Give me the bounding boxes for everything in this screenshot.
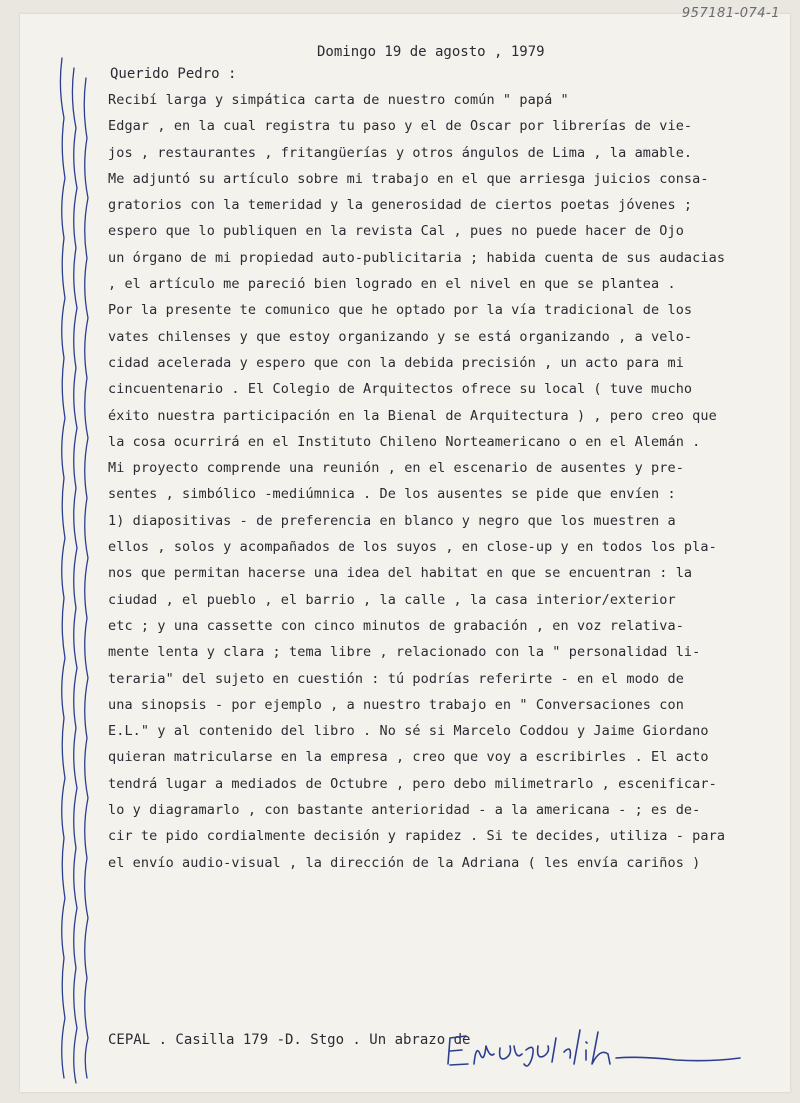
body-line: sentes , simbólico -mediúmnica . De los ausentes se pide que envíen : <box>108 486 676 503</box>
body-line: ellos , solos y acompañados de los suyos , en close-up y en todos los pla- <box>108 539 717 556</box>
closing-line: CEPAL . Casilla 179 -D. Stgo . Un abrazo de <box>108 1032 471 1048</box>
letter-date: Domingo 19 de agosto , 1979 <box>317 44 545 60</box>
body-line: , el artículo me pareció bien logrado en el nivel en que se plantea . <box>108 276 676 293</box>
handwritten-margin-note <box>56 48 92 1088</box>
body-line: espero que lo publiquen en la revista Cal , pues no puede hacer de Ojo <box>108 223 684 240</box>
body-line: una sinopsis - por ejemplo , a nuestro trabajo en " Conversaciones con <box>108 696 684 713</box>
letter-body <box>108 87 773 876</box>
body-line: Recibí larga y simpática carta de nuestro común " papá " <box>108 92 569 108</box>
body-line: Edgar , en la cual registra tu paso y el de Oscar por librerías de vie- <box>108 118 693 135</box>
salutation: Querido Pedro : <box>110 66 237 82</box>
body-line: Mi proyecto comprende una reunión , en el escenario de ausentes y pre- <box>108 460 684 477</box>
body-line: la cosa ocurrirá en el Instituto Chileno Norteamericano o en el Alemán . <box>108 433 701 450</box>
body-line: cincuentenario . El Colegio de Arquitectos ofrece su local ( tuve mucho <box>108 381 693 398</box>
body-line: 1) diapositivas - de preferencia en blanco y negro que los muestren a <box>108 512 676 529</box>
body-line: gratorios con la temeridad y la generosidad de ciertos poetas jóvenes ; <box>108 197 693 214</box>
body-line: el envío audio-visual , la dirección de la Adriana ( les envía cariños ) <box>108 854 701 871</box>
body-line: tendrá lugar a mediados de Octubre , pero debo milimetrarlo , escenificar- <box>108 775 717 792</box>
body-line: teraria" del sujeto en cuestión : tú podrías referirte - en el modo de <box>108 670 684 687</box>
body-line: éxito nuestra participación en la Bienal de Arquitectura ) , pero creo que <box>108 407 717 424</box>
body-line: Por la presente te comunico que he optado por la vía tradicional de los <box>108 302 693 319</box>
body-line: E.L." y al contenido del libro . No sé si Marcelo Coddou y Jaime Giordano <box>108 723 709 740</box>
body-line: jos , restaurantes , fritangüerías y otros ángulos de Lima , la amable. <box>108 144 693 161</box>
body-line: lo y diagramarlo , con bastante anterioridad - a la americana - ; es de- <box>108 802 701 819</box>
body-line: nos que permitan hacerse una idea del habitat en que se encuentran : la <box>108 565 693 582</box>
body-line: ciudad , el pueblo , el barrio , la calle , la casa interior/exterior <box>108 591 676 608</box>
body-line: Me adjuntó su artículo sobre mi trabajo en el que arriesga juicios consa- <box>108 170 709 187</box>
body-line: un órgano de mi propiedad auto-publicitaria ; habida cuenta de sus audacias <box>108 249 726 266</box>
body-line: etc ; y una cassette con cinco minutos de grabación , en voz relativa- <box>108 617 684 634</box>
body-line: quieran matricularse en la empresa , creo que voy a escribirles . El acto <box>108 749 709 766</box>
body-line: cir te pido cordialmente decisión y rapidez . Si te decides, utiliza - para <box>108 828 726 845</box>
body-line: cidad acelerada y espero que con la debida precisión , un acto para mi <box>108 354 684 371</box>
handwritten-signature <box>440 1024 750 1074</box>
archive-code: 957181-074-1 <box>681 6 780 21</box>
body-line: vates chilenses y que estoy organizando y se está organizando , a velo- <box>108 328 693 345</box>
body-line: mente lenta y clara ; tema libre , relacionado con la " personalidad li- <box>108 644 701 661</box>
